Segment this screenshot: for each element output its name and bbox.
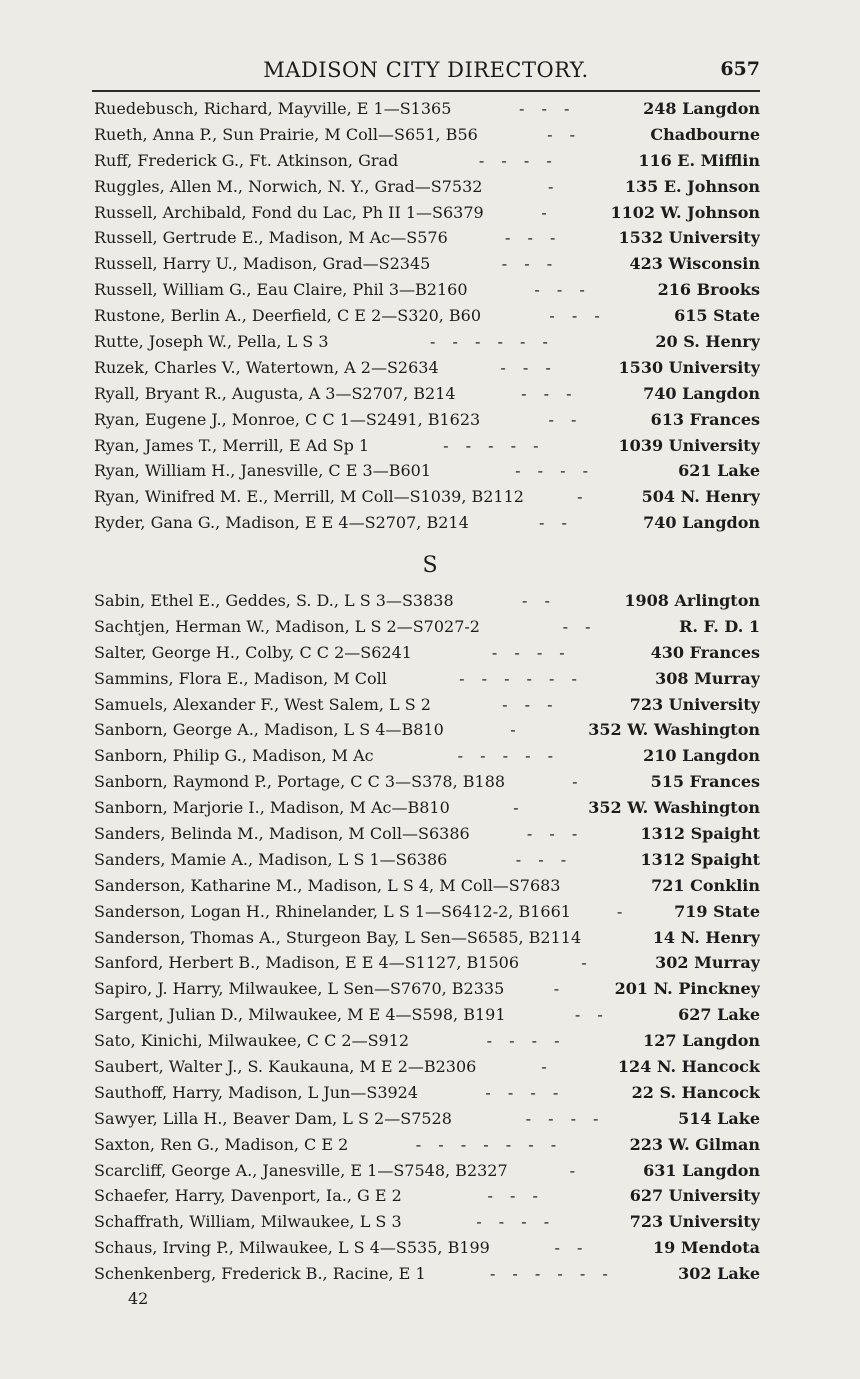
entry-name: Sanborn, George A., Madison, L S 4—B810 [94,720,444,740]
directory-entry [94,669,760,695]
directory-entry [94,979,760,1005]
directory-entry [94,151,760,177]
page-number: 657 [720,58,760,80]
entry-address: 627 University [629,1186,760,1206]
leader-dots: - - [547,124,582,144]
entry-address: Chadbourne [650,124,760,144]
entry-address: 721 Conklin [651,875,760,895]
leader-dots: - - - [534,280,591,300]
entry-name: Sargent, Julian D., Milwaukee, M E 4—S598, B191 [94,1005,506,1025]
leader-dots: - [577,487,589,507]
directory-entry [94,306,760,332]
entry-name: Salter, George H., Colby, C C 2—S6241 [94,642,412,662]
entry-address: 352 W. Washington [588,798,760,818]
directory-entry [94,1083,760,1109]
directory-entry [94,1161,760,1187]
entry-name: Schaus, Irving P., Milwaukee, L S 4—S535, B199 [94,1238,490,1258]
entry-address: 1530 University [618,357,760,377]
entry-name: Sawyer, Lilla H., Beaver Dam, L S 2—S7528 [94,1108,452,1128]
entry-name: Sabin, Ethel E., Geddes, S. D., L S 3—S3838 [94,591,454,610]
directory-entry [94,410,760,436]
leader-dots: - - - [502,694,559,714]
leader-dots: - - - [549,306,606,326]
leader-dots: - [569,1160,582,1180]
entry-address: 135 E. Johnson [624,176,760,196]
leader-dots: - [616,901,629,921]
entry-name: Sammins, Flora E., Madison, M Coll [94,668,387,688]
entry-address: 1312 Spaight [640,849,760,869]
entry-address: 723 University [629,694,760,714]
entry-name: Rutte, Joseph W., Pella, L S 3 [94,332,329,352]
entry-address: 248 Langdon [643,99,760,118]
entry-address: 201 N. Pinckney [614,979,760,999]
directory-entry [94,876,760,902]
leader-dots: - - [522,591,556,610]
entry-address: 504 N. Henry [641,487,760,507]
entry-name: Ryder, Gana G., Madison, E E 4—S2707, B214 [94,513,469,533]
directory-entry [94,928,760,954]
entry-address: 423 Wisconsin [629,254,760,274]
entry-address: 631 Langdon [643,1160,760,1180]
entry-address: 1102 W. Johnson [610,202,760,222]
entry-name: Saxton, Ren G., Madison, C E 2 [94,1134,349,1154]
entry-address: 723 University [629,1212,760,1232]
entry-address: 719 State [674,901,760,921]
leader-dots: - - - - - [443,435,545,455]
entry-name: Ruzek, Charles V., Watertown, A 2—S2634 [94,357,439,377]
entry-address: 20 S. Henry [655,332,760,352]
section-letter: S [422,553,438,578]
entry-name: Saubert, Walter J., S. Kaukauna, M E 2—B2306 [94,1057,477,1077]
entry-address: 308 Murray [655,668,760,688]
page-header [92,56,760,92]
leader-dots: - - [538,513,573,533]
entry-address: 1908 Arlington [624,591,760,610]
leader-dots: - - - - [486,1031,566,1051]
directory-entry [94,617,760,643]
leader-dots: - - - - - [457,746,560,766]
leader-dots: - - - [504,228,562,248]
directory-entry [94,125,760,151]
entry-name: Schenkenberg, Frederick B., Racine, E 1 [94,1264,426,1284]
entry-address: R. F. D. 1 [679,616,760,636]
leader-dots: - [553,979,566,999]
directory-entry [94,513,760,539]
leader-dots: - - - - [476,1212,556,1232]
entry-address: 302 Murray [655,953,760,973]
entry-name: Ryall, Bryant R., Augusta, A 3—S2707, B214 [94,383,456,403]
directory-entry [94,695,760,721]
page-title: MADISON CITY DIRECTORY. [263,58,589,82]
entry-address: 613 Frances [650,409,760,429]
directory-entry [94,1135,760,1161]
directory-entry [94,746,760,772]
entry-name: Sanders, Belinda M., Madison, M Coll—S6386 [94,824,470,844]
entry-name: Ruff, Frederick G., Ft. Atkinson, Grad [94,150,399,170]
entry-name: Sanborn, Marjorie I., Madison, M Ac—B810 [94,798,450,818]
entry-address: 515 Frances [650,772,760,792]
directory-entry [94,358,760,384]
entry-name: Schaefer, Harry, Davenport, Ia., G E 2 [94,1186,402,1206]
entry-name: Sanderson, Logan H., Rhinelander, L S 1—S6412-2, B1661 [94,901,571,921]
directory-entry [94,1212,760,1238]
leader-dots: - - - - - - [489,1264,614,1284]
entry-name: Samuels, Alexander F., West Salem, L S 2 [94,694,431,714]
directory-entry [94,902,760,928]
directory-entry [94,177,760,203]
entry-name: Ryan, Winifred M. E., Merrill, M Coll—S1039, B2112 [94,487,524,507]
entry-address: 116 E. Mifflin [638,150,760,170]
directory-entry [94,280,760,306]
leader-dots: - - - [501,254,559,274]
directory-entry [94,824,760,850]
directory-entry [94,487,760,513]
entry-address: 127 Langdon [643,1031,760,1051]
directory-entry [94,436,760,462]
directory-entry [94,1031,760,1057]
directory-entry [94,332,760,358]
entry-address: 210 Langdon [643,746,760,766]
leader-dots: - - - [500,357,557,377]
entry-address: 430 Frances [650,642,760,662]
directory-entry [94,228,760,254]
leader-dots: - - - - [525,1108,605,1128]
leader-dots: - - - - - - - [415,1134,563,1154]
directory-entry [94,254,760,280]
directory-entry [94,203,760,229]
entry-name: Ryan, William H., Janesville, C E 3—B601 [94,461,431,481]
leader-dots: - - [562,616,597,636]
directory-list-r [94,99,760,539]
entry-name: Ruedebusch, Richard, Mayville, E 1—S1365 [94,99,452,118]
directory-entry [94,720,760,746]
entry-address: 1312 Spaight [640,824,760,844]
leader-dots: - - [574,1005,609,1025]
entry-name: Ryan, Eugene J., Monroe, C C 1—S2491, B1623 [94,409,481,429]
entry-name: Scarcliff, George A., Janesville, E 1—S7548, B2327 [94,1160,508,1180]
entry-name: Sapiro, J. Harry, Milwaukee, L Sen—S7670, B2335 [94,979,505,999]
directory-entry [94,99,760,125]
leader-dots: - [541,1057,553,1077]
entry-name: Sanderson, Thomas A., Sturgeon Bay, L Sen—S6585, B2114 [94,927,582,947]
entry-name: Schaffrath, William, Milwaukee, L S 3 [94,1212,402,1232]
leader-dots: - - - [519,99,576,118]
directory-entry [94,1264,760,1290]
entry-name: Sachtjen, Herman W., Madison, L S 2—S7027-2 [94,616,480,636]
entry-name: Ryan, James T., Merrill, E Ad Sp 1 [94,435,370,455]
entry-name: Sanford, Herbert B., Madison, E E 4—S1127, B1506 [94,953,520,973]
entry-name: Sanders, Mamie A., Madison, L S 1—S6386 [94,849,448,869]
entry-address: 514 Lake [678,1108,760,1128]
leader-dots: - - - - [485,1082,565,1102]
entry-name: Rustone, Berlin A., Deerfield, C E 2—S320, B60 [94,306,482,326]
entry-address: 352 W. Washington [588,720,760,740]
directory-entry [94,1005,760,1031]
directory-entry [94,850,760,876]
entry-name: Russell, Gertrude E., Madison, M Ac—S576 [94,228,448,248]
directory-entry [94,953,760,979]
entry-address: 223 W. Gilman [629,1134,760,1154]
entry-address: 740 Langdon [643,513,760,533]
entry-address: 14 N. Henry [652,927,760,947]
entry-name: Sanderson, Katharine M., Madison, L S 4, M Coll—S7683 [94,875,561,895]
leader-dots: - [513,798,525,818]
entry-address: 22 S. Hancock [631,1082,760,1102]
entry-name: Sauthoff, Harry, Madison, L Jun—S3924 [94,1082,419,1102]
entry-address: 621 Lake [678,461,760,481]
entry-address: 1532 University [618,228,760,248]
entry-name: Sato, Kinichi, Milwaukee, C C 2—S912 [94,1031,410,1051]
entry-name: Ruggles, Allen M., Norwich, N. Y., Grad—S7532 [94,176,483,196]
leader-dots: - [541,202,553,222]
entry-address: 302 Lake [678,1264,760,1284]
directory-entry [94,591,760,617]
signature-mark: 42 [128,1289,149,1308]
leader-dots: - - - - - - [430,332,554,352]
entry-address: 615 State [674,306,760,326]
directory-entry [94,772,760,798]
directory-entry [94,1186,760,1212]
entry-address: 740 Langdon [643,383,760,403]
leader-dots: - - - - [478,150,558,170]
leader-dots: - [510,720,522,740]
leader-dots: - [581,953,593,973]
leader-dots: - - - [515,849,573,869]
leader-dots: - - - [487,1186,544,1206]
directory-entry [94,1109,760,1135]
entry-address: 627 Lake [678,1005,760,1025]
entry-name: Rueth, Anna P., Sun Prairie, M Coll—S651, B56 [94,124,478,144]
directory-entry [94,384,760,410]
entry-name: Russell, Harry U., Madison, Grad—S2345 [94,254,431,274]
directory-entry [94,798,760,824]
directory-entry [94,1057,760,1083]
leader-dots: - - [554,1238,589,1258]
leader-dots: - - - [526,824,584,844]
entry-address: 216 Brooks [657,280,760,300]
directory-list-s [94,591,760,1290]
directory-entry [94,1238,760,1264]
entry-name: Sanborn, Raymond P., Portage, C C 3—S378, B188 [94,772,506,792]
leader-dots: - [572,772,584,792]
entry-address: 124 N. Hancock [617,1057,760,1077]
entry-name: Sanborn, Philip G., Madison, M Ac [94,746,374,766]
entry-name: Russell, William G., Eau Claire, Phil 3—B2160 [94,280,468,300]
leader-dots: - - - - [515,461,595,481]
directory-entry [94,461,760,487]
leader-dots: - - - - - - [459,668,583,688]
directory-entry [94,643,760,669]
entry-address: 1039 University [618,435,760,455]
leader-dots: - - [548,409,583,429]
leader-dots: - - - - [491,642,571,662]
entry-address: 19 Mendota [653,1238,760,1258]
leader-dots: - [547,176,560,196]
leader-dots: - - - [521,383,578,403]
entry-name: Russell, Archibald, Fond du Lac, Ph II 1—S6379 [94,202,484,222]
